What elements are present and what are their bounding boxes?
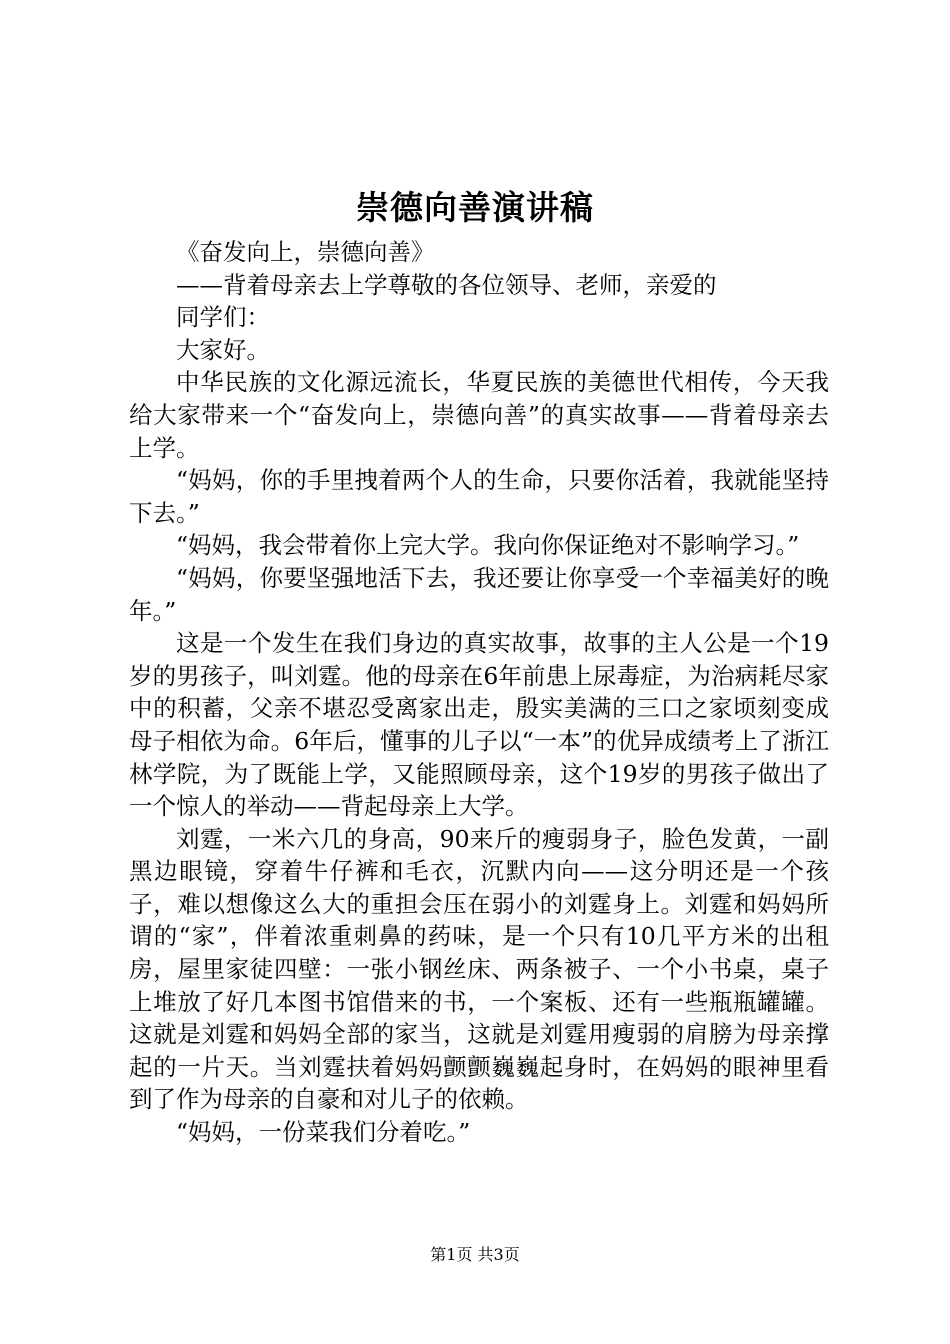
paragraph-story: 这是一个发生在我们身边的真实故事，故事的主人公是一个19岁的男孩子，叫刘霆。他的母亲在6年前患上尿毒症，为治病耗尽家中的积蓄，父亲不堪忍受离家出走，殷实美满的三口之家顷刻变成母子相依为命。6年后，懂事的儿子以“一本”的优异成绩考上了浙江林学院，为了既能上学，又能照顾母亲，这个19岁的男孩子做出了一个惊人的举动——背起母亲上大学。 [129, 629, 829, 821]
document-title: 崇德向善演讲稿 [356, 188, 594, 227]
paragraph-quote-2: “妈妈，我会带着你上完大学。我向你保证绝对不影响学习。” [176, 531, 800, 560]
paragraph-salutation: 同学们： [176, 303, 270, 332]
paragraph-subtitle: 《奋发向上，崇德向善》 [176, 238, 435, 266]
paragraph-intro: 中华民族的文化源远流长，华夏民族的美德世代相传，今天我给大家带来一个“奋发向上，崇德向善”的真实故事——背着母亲去上学。 [129, 368, 829, 462]
paragraph-greeting: 大家好。 [176, 335, 270, 364]
paragraph-description: 刘霆，一米六几的身高，90来斤的瘦弱身子，脸色发黄，一副黑边眼镜，穿着牛仔裤和毛衣，沉默内向——这分明还是一个孩子，难以想像这么大的重担会压在弱小的刘霆身上。刘霆和妈妈所谓的“家”，伴着浓重刺鼻的药味，是一个只有10几平方米的出租房，屋里家徒四壁：一张小钢丝床、两条被子、一个小书桌，桌子上堆放了好几本图书馆借来的书，一个案板、还有一些瓶瓶罐罐。这就是刘霆和妈妈全部的家当，这就是刘霆用瘦弱的肩膀为母亲撑起的一片天。当刘霆扶着妈妈颤颤巍巍起身时，在妈妈的眼神里看到了作为母亲的自豪和对儿子的依赖。 [129, 824, 829, 1114]
paragraph-quote-4: “妈妈，一份菜我们分着吃。” [176, 1118, 471, 1147]
paragraph-quote-3: “妈妈，你要坚强地活下去，我还要让你享受一个幸福美好的晚年。” [129, 563, 829, 625]
paragraph-subheading: ——背着母亲去上学尊敬的各位领导、老师，亲爱的 [176, 270, 717, 299]
paragraph-quote-1: “妈妈，你的手里拽着两个人的生命，只要你活着，我就能坚持下去。” [129, 466, 829, 527]
document-body [129, 236, 829, 1149]
page-footer: 第1页 共3页 [430, 1245, 520, 1264]
